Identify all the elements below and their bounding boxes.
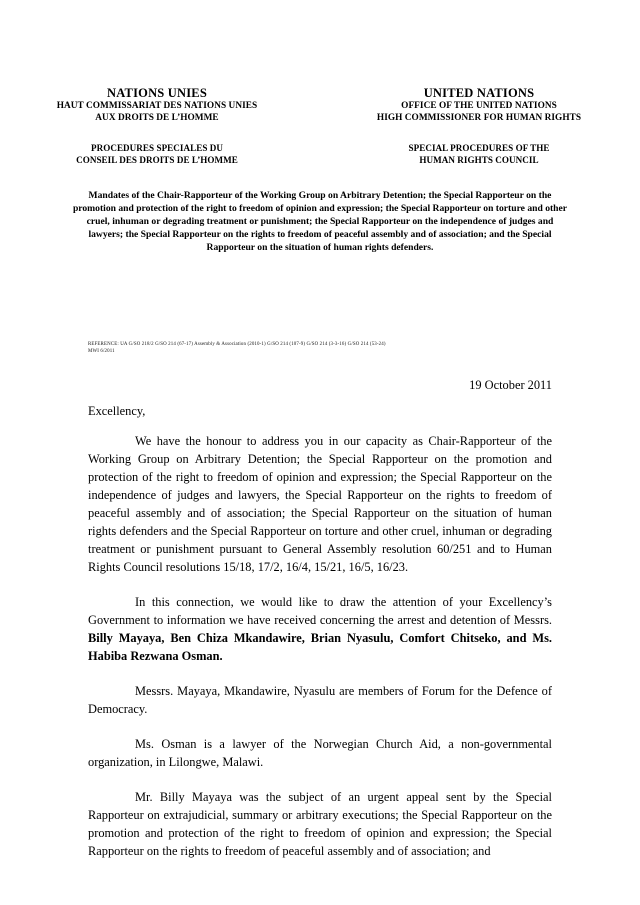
reference-line-2: MWI 6/2011: [88, 348, 115, 354]
detainee-names: Billy Mayaya, Ben Chiza Mkandawire, Brian Nyasulu, Comfort Chitseko, and Ms. Habiba Rezwana Osman.: [88, 631, 552, 663]
body-paragraph-5: Mr. Billy Mayaya was the subject of an urgent appeal sent by the Special Rapporteur on extrajudicial, summary or arbitrary executions; the Special Rapporteur on the promotion and protection of the right to freedom of opinion and expression; the Special Rapporteur on the rights to freedom of peaceful assembly and of association; and: [88, 790, 552, 858]
body-paragraph-1: We have the honour to address you in our capacity as Chair-Rapporteur of the Working Group on Arbitrary Detention; the Special Rapporteur on the promotion and protection of the right to freedom of opinion and expression; the Special Rapporteur on the independence of judges and lawyers, the Special Rapporteur on the rights to freedom of peaceful assembly and of association; the Special Rapporteur on the situation of human rights defenders and the Special Rapporteur on torture and other cruel, inhuman or degrading treatment or punishment pursuant to General Assembly resolution 60/251 and to Human Rights Council resolutions 15/18, 17/2, 16/4, 15/21, 16/5, 16/23.: [88, 434, 552, 574]
letterhead-english-line2: HIGH COMMISSIONER FOR HUMAN RIGHTS: [376, 112, 582, 123]
letterhead-french-procedures-line1: PROCEDURES SPECIALES DU: [90, 143, 224, 154]
mandates-statement: Mandates of the Chair-Rapporteur of the Working Group on Arbitrary Detention; the Special Rapporteur on the promotion and protection of the right to freedom of opinion and expression; the Special Rapporteur on torture and other cruel, inhuman or degrading treatment or punishment; the Special Rapporteur on the independence of judges and lawyers; the Special Rapporteur on the rights to freedom of peaceful assembly and of association; and the Special Rapporteur on the situation of human rights defenders.: [72, 190, 568, 254]
letterhead-primary-row: [0, 86, 640, 124]
letterhead-english-block: [320, 86, 640, 124]
body-paragraph-2-lead: In this connection, we would like to draw the attention of your Excellency’s Government to information we have received concerning the arrest and detention of Messrs.: [88, 595, 552, 627]
body-paragraph-2: [88, 593, 552, 665]
letterhead-french-procedures: [0, 143, 320, 166]
letter-date: 19 October 2011: [469, 378, 552, 392]
reference-line-1: REFERENCE: UA G/SO 218/2 G/SO 214 (67-17) Assembly & Association (2010-1) G/SO 214 (107-9) G/SO 214 (3-3-16) G/SO 214 (53-24): [88, 342, 386, 347]
letterhead-french-line1: HAUT COMMISSARIAT DES NATIONS UNIES: [56, 101, 258, 111]
letterhead-english-line1: OFFICE OF THE UNITED NATIONS: [401, 101, 557, 111]
letterhead-english-procedures: [320, 143, 640, 166]
letterhead-french-title: NATIONS UNIES: [107, 86, 207, 100]
salutation: Excellency,: [88, 404, 146, 418]
letterhead-french-block: [0, 86, 320, 124]
letterhead-english-title: UNITED NATIONS: [423, 86, 535, 100]
letterhead: [0, 86, 640, 166]
letterhead-french-line2: AUX DROITS DE L’HOMME: [95, 112, 219, 123]
letterhead-secondary-row: [0, 143, 640, 166]
letterhead-french-procedures-line2: CONSEIL DES DROITS DE L’HOMME: [76, 154, 238, 165]
letterhead-english-procedures-line2: HUMAN RIGHTS COUNCIL: [419, 154, 539, 165]
letter-body: [88, 432, 552, 877]
body-paragraph-4: Ms. Osman is a lawyer of the Norwegian Church Aid, a non-governmental organization, in Lilongwe, Malawi.: [88, 737, 552, 769]
letterhead-english-procedures-line1: SPECIAL PROCEDURES OF THE: [408, 143, 550, 154]
body-paragraph-3: Messrs. Mayaya, Mkandawire, Nyasulu are members of Forum for the Defence of Democracy.: [88, 684, 552, 716]
reference-block: [88, 342, 558, 355]
